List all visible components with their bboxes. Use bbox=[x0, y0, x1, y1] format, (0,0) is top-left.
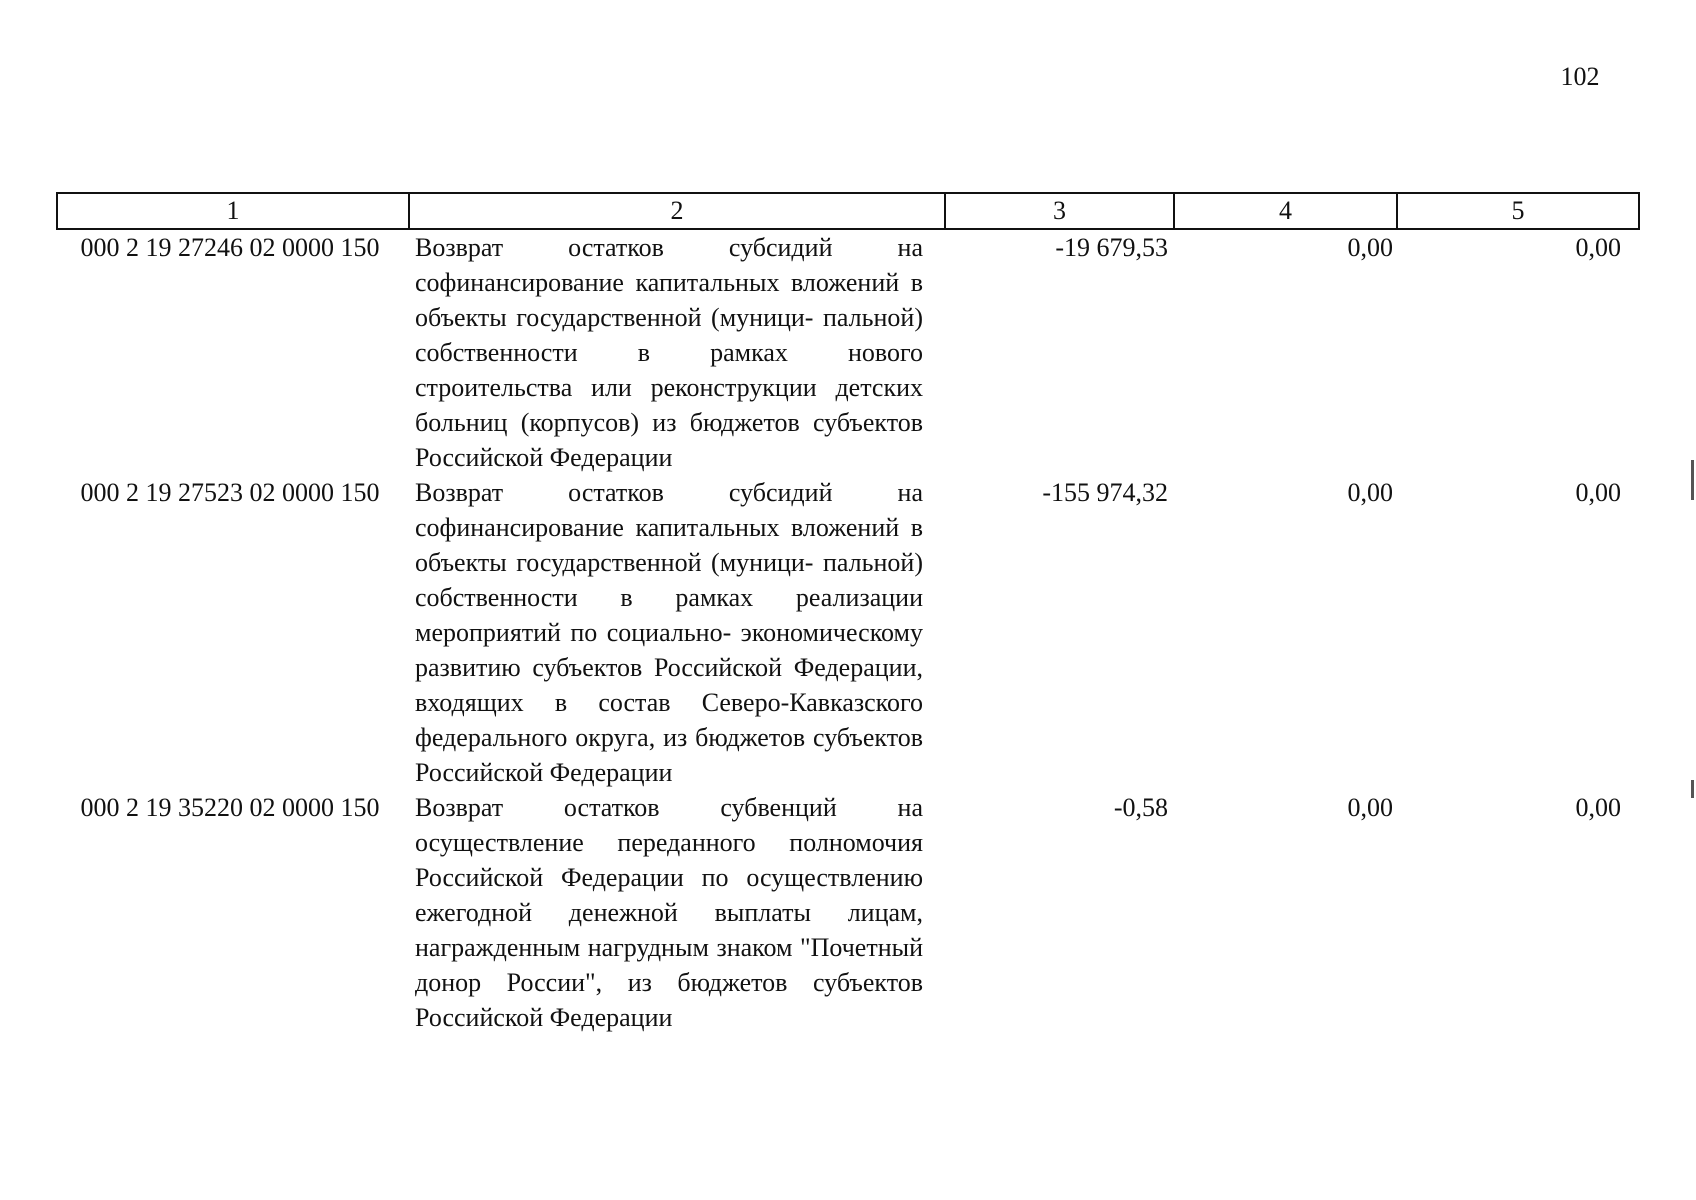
description-cell: Возврат остатков субсидий на софинансирование капитальных вложений в объекты государственной (муници- пальной) собственности в рамках нового строительства или реконструкции детских больниц (корпусов) из бюджетов субъектов Российской Федерации bbox=[415, 233, 923, 472]
header-col-5: 5 bbox=[1397, 193, 1639, 229]
budget-code-cell: 000 2 19 27523 02 0000 150 bbox=[80, 478, 380, 507]
description-cell: Возврат остатков субсидий на софинансирование капитальных вложений в объекты государственной (муници- пальной) собственности в рамках реализации мероприятий по социально- экономическому развитию субъектов Российской Федерации, входящих в состав Северо-Кавказского федерального округа, из бюджетов субъектов Российской Федерации bbox=[415, 478, 923, 787]
table-row bbox=[57, 229, 1639, 475]
amount-col-3-cell: -0,58 bbox=[1113, 793, 1168, 822]
table-header bbox=[57, 193, 1639, 229]
budget-code-cell: 000 2 19 35220 02 0000 150 bbox=[80, 793, 380, 822]
header-col-1: 1 bbox=[57, 193, 409, 229]
amount-col-5-cell: 0,00 bbox=[1575, 233, 1621, 262]
header-col-3: 3 bbox=[945, 193, 1174, 229]
table-row bbox=[57, 475, 1639, 790]
budget-table bbox=[56, 192, 1640, 1035]
amount-col-3-cell: -155 974,32 bbox=[1042, 478, 1168, 507]
scan-margin-marks bbox=[1691, 460, 1694, 800]
budget-code-cell: 000 2 19 27246 02 0000 150 bbox=[80, 233, 380, 262]
amount-col-4-cell: 0,00 bbox=[1347, 793, 1393, 822]
table-row bbox=[57, 790, 1639, 1035]
amount-col-5-cell: 0,00 bbox=[1575, 478, 1621, 507]
description-cell: Возврат остатков субвенций на осуществление переданного полномочия Российской Федерации по осуществлению ежегодной денежной выплаты лицам, награжденным нагрудным знаком "Почетный донор России", из бюджетов субъектов Российской Федерации bbox=[415, 793, 923, 1032]
header-col-4: 4 bbox=[1174, 193, 1397, 229]
header-col-2: 2 bbox=[409, 193, 945, 229]
page-number: 102 bbox=[1560, 62, 1600, 91]
amount-col-4-cell: 0,00 bbox=[1347, 233, 1393, 262]
amount-col-4-cell: 0,00 bbox=[1347, 478, 1393, 507]
amount-col-3-cell: -19 679,53 bbox=[1055, 233, 1168, 262]
header-row bbox=[57, 193, 1639, 229]
amount-col-5-cell: 0,00 bbox=[1575, 793, 1621, 822]
table-body bbox=[57, 229, 1639, 1035]
